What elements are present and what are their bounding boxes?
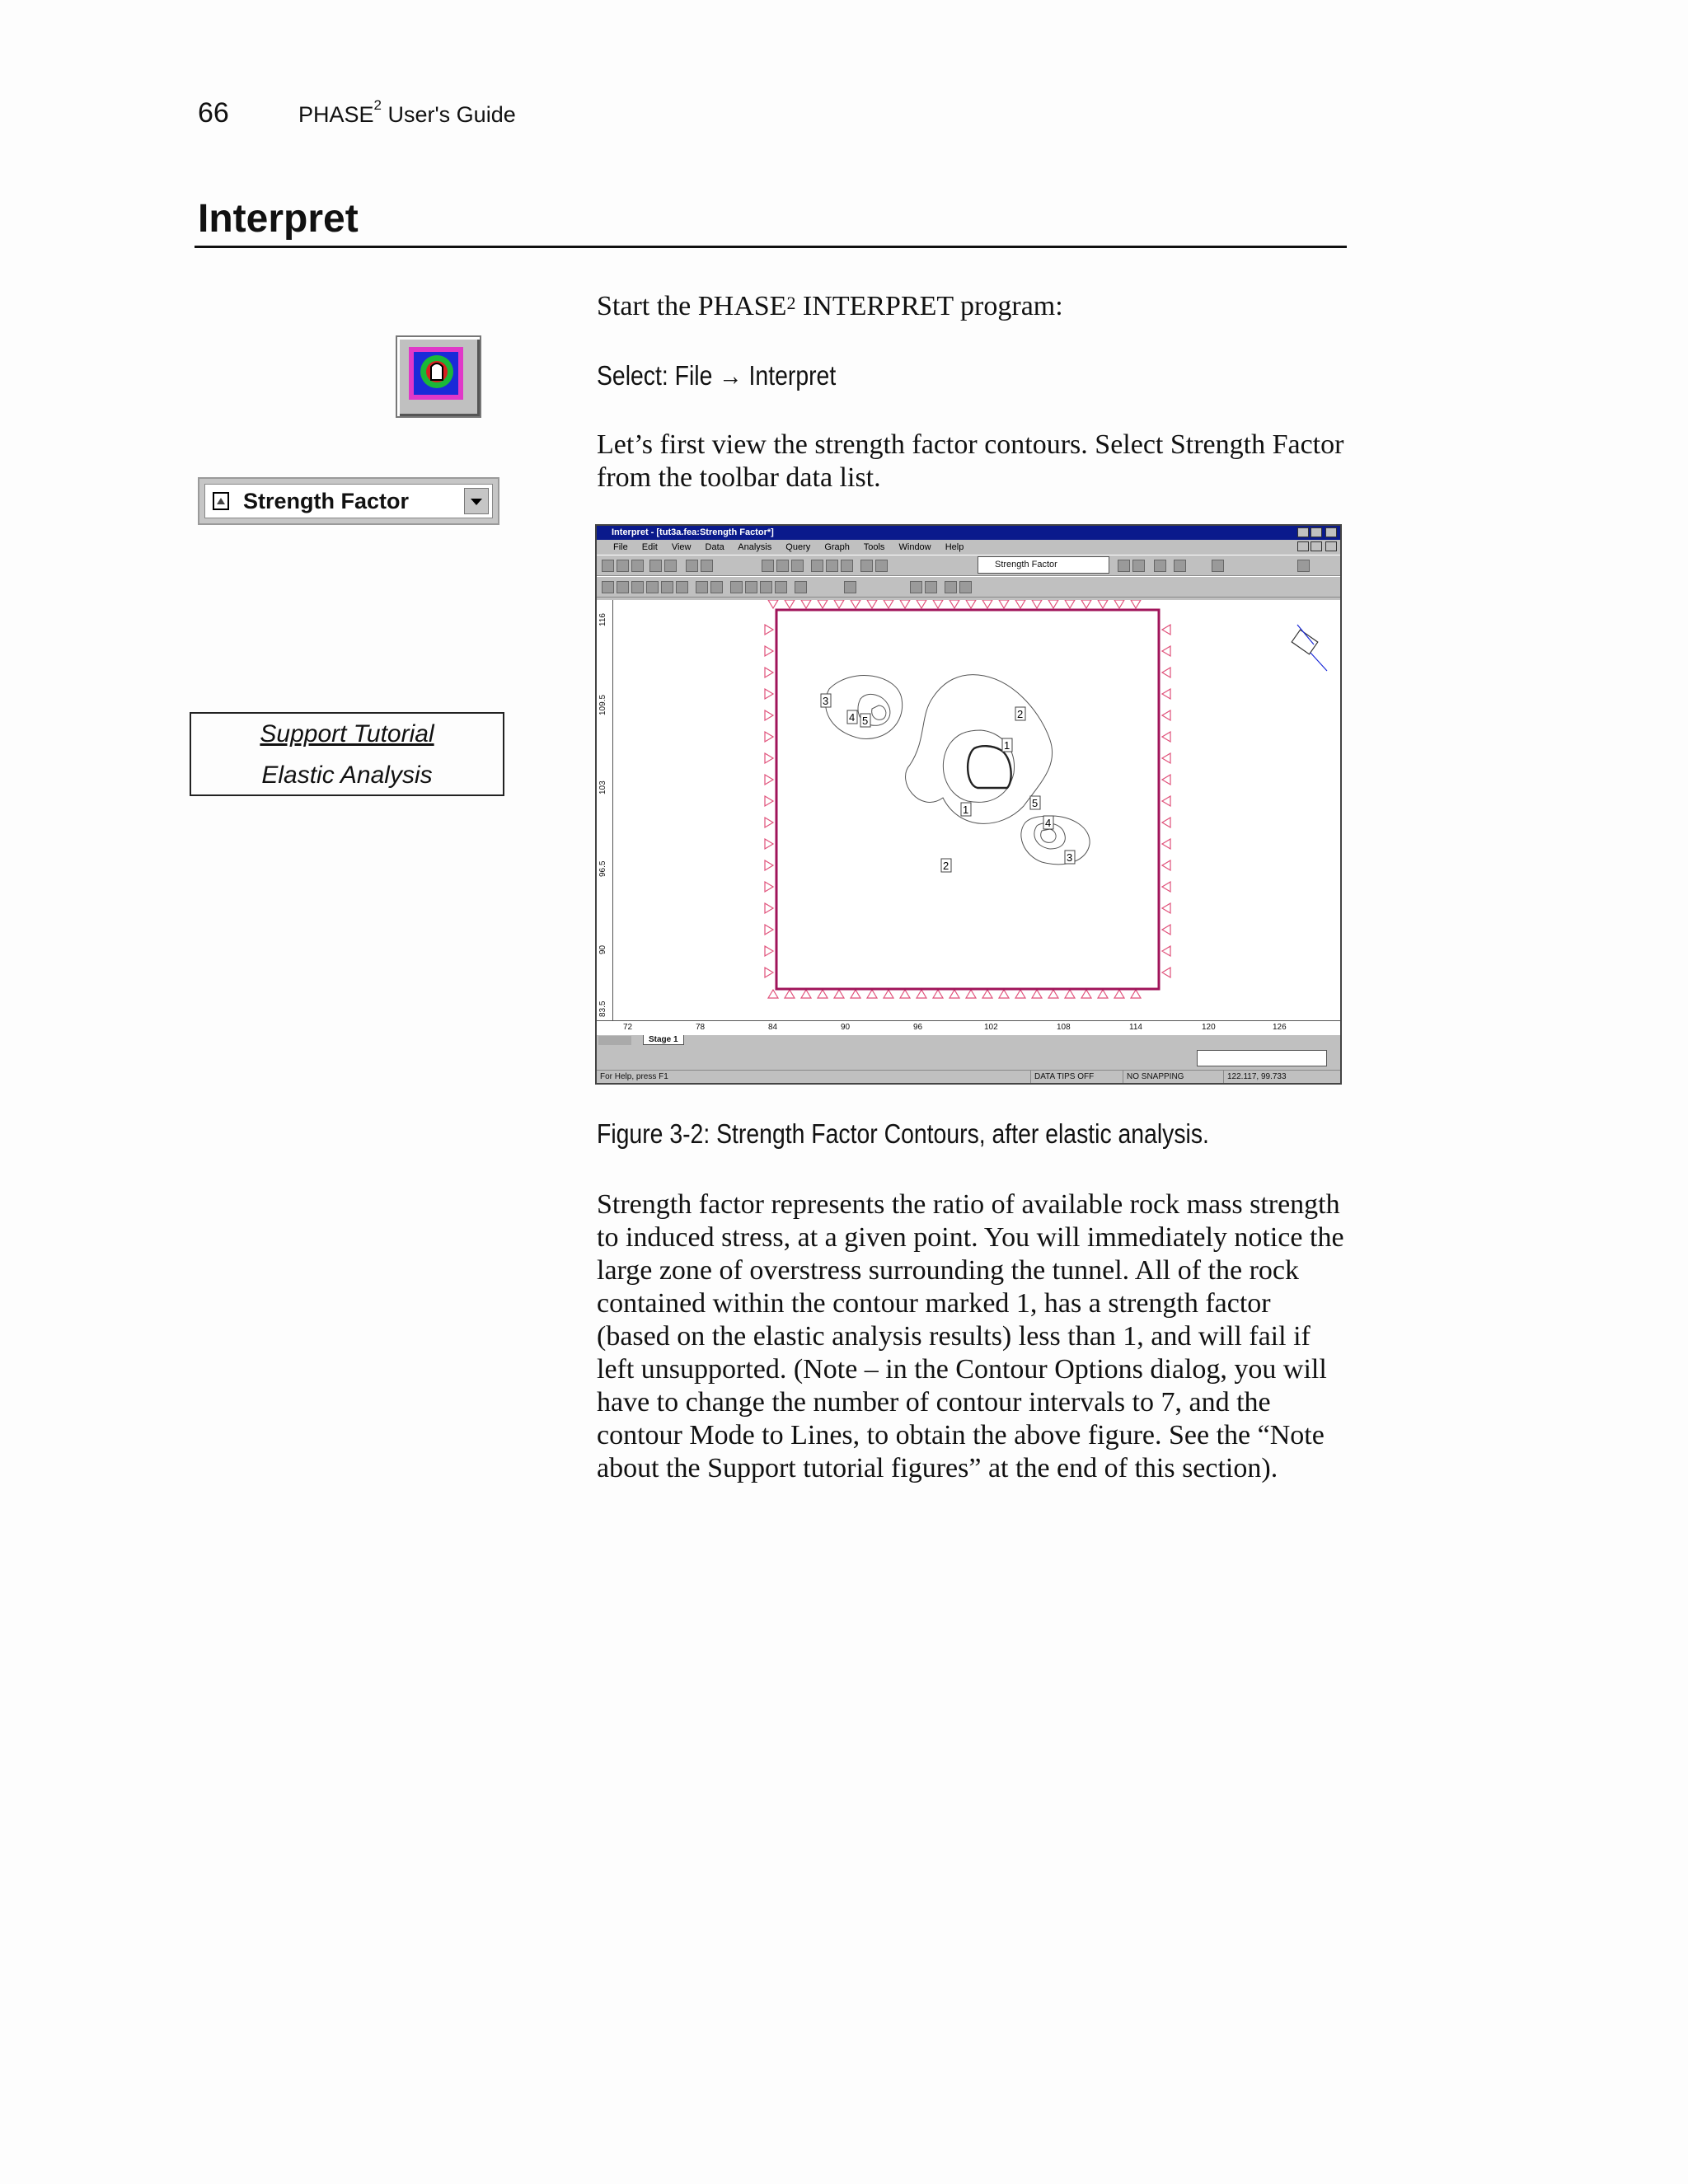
data-list-icon	[212, 491, 232, 511]
model-canvas[interactable]	[613, 600, 1340, 1020]
menu-help[interactable]: Help	[945, 542, 964, 552]
vertical-ruler	[597, 600, 613, 1020]
page-number: 66	[198, 97, 229, 129]
menu-tools[interactable]: Tools	[863, 542, 885, 552]
section-divider	[195, 246, 1347, 248]
contour-label: 2	[1017, 708, 1024, 720]
rectangle-icon[interactable]	[646, 581, 659, 593]
x-tick: 114	[1129, 1023, 1142, 1032]
stage-tabs	[597, 1035, 1340, 1047]
x-tick: 96	[913, 1023, 923, 1032]
menu-analysis[interactable]: Analysis	[738, 542, 772, 552]
intro-line-text: Start the PHASE	[597, 291, 787, 321]
menu-window[interactable]: Window	[898, 542, 931, 552]
contour-label: 1	[963, 804, 969, 816]
contour-label: 3	[823, 695, 829, 707]
y-tick: 103	[598, 780, 607, 794]
section-title: Interpret	[198, 197, 359, 241]
tool-icon[interactable]	[1212, 560, 1224, 572]
zoom-extents-icon[interactable]	[826, 560, 838, 572]
query-icon[interactable]	[1154, 560, 1166, 572]
menu-query[interactable]: Query	[785, 542, 811, 552]
image-icon[interactable]	[676, 581, 688, 593]
x-tick: 90	[841, 1023, 851, 1032]
right-restraints	[1162, 625, 1170, 977]
command-input[interactable]	[1197, 1050, 1327, 1066]
x-tick: 84	[768, 1023, 778, 1032]
y-tick: 116	[598, 613, 607, 626]
combo-selected-value: Strength Factor	[243, 489, 410, 513]
stage-icon[interactable]	[686, 560, 698, 572]
copy-icon[interactable]	[617, 560, 629, 572]
graph-icon[interactable]	[1174, 560, 1186, 572]
x-tick: 72	[623, 1023, 633, 1032]
y-tick: 109.5	[598, 694, 607, 715]
note-line-elastic-analysis: Elastic Analysis	[261, 762, 433, 789]
minimize-icon[interactable]	[1297, 527, 1309, 537]
line-icon[interactable]	[745, 581, 757, 593]
x-tick: 78	[696, 1023, 706, 1032]
dimension-icon[interactable]	[775, 581, 787, 593]
stop-icon[interactable]	[910, 581, 922, 593]
doc-restore-icon[interactable]	[1311, 541, 1322, 551]
explanation-paragraph: Strength factor represents the ratio of available rock mass strength to induced stress, at a given point. You will immediately notice the large zone of overstress surrounding the tunnel. All of the rock contained within the contour marked 1, has a strength factor (based on the elastic analysis results) less than 1, and will fail if left unsupported. (Note – in the Contour Options dialog, you will have to change the number of contour intervals to 7, and the contour Mode to Lines, to obtain the above figure. See the “Note about the Support tutorial figures” at the end of this section).	[597, 1189, 1344, 1483]
left-restraints	[765, 625, 773, 977]
data-type-select[interactable]: Strength Factor	[978, 556, 1109, 574]
window-title: Interpret - [tut3a.fea:Strength Factor*]	[612, 527, 774, 537]
guide-title-text: PHASE	[298, 102, 374, 127]
bottom-restraints	[768, 990, 1141, 998]
menu-view[interactable]: View	[671, 542, 692, 552]
interpret-screenshot	[595, 524, 1342, 1085]
contour-label: 4	[849, 711, 856, 724]
select-instruction: Select: File → Interpret	[597, 360, 837, 391]
arc-icon[interactable]	[696, 581, 708, 593]
menu-edit[interactable]: Edit	[641, 542, 658, 552]
zoom-window-icon[interactable]	[811, 560, 823, 572]
maximize-icon[interactable]	[1311, 527, 1322, 537]
interpret-icon	[397, 337, 476, 413]
select-icon[interactable]	[617, 581, 629, 593]
strength-factor-contours	[826, 675, 1090, 865]
open-icon[interactable]	[602, 560, 614, 572]
close-icon[interactable]	[1325, 527, 1337, 537]
contour-options-icon[interactable]	[1118, 560, 1130, 572]
search-icon[interactable]	[875, 560, 888, 572]
polyline-icon[interactable]	[710, 581, 723, 593]
zoom-in-icon[interactable]	[776, 560, 789, 572]
note-line-support-tutorial: Support Tutorial	[260, 720, 434, 748]
status-coordinates: 122.117, 99.733	[1223, 1071, 1287, 1084]
interpret-program-icon	[396, 335, 481, 418]
angle-icon[interactable]	[760, 581, 772, 593]
y-tick: 96.5	[598, 860, 607, 877]
status-help: For Help, press F1	[600, 1072, 668, 1081]
legend-icon[interactable]	[602, 581, 614, 593]
menu-graph[interactable]: Graph	[824, 542, 850, 552]
tab-stage-1[interactable]: Stage 1	[643, 1035, 684, 1045]
intro-line	[597, 290, 1347, 323]
print-preview-icon[interactable]	[649, 560, 662, 572]
grid-icon[interactable]	[844, 581, 856, 593]
export-icon[interactable]	[631, 560, 644, 572]
guide-title-sup: 2	[373, 97, 382, 113]
zoom-all-icon[interactable]	[762, 560, 774, 572]
y-tick: 83.5	[598, 1001, 607, 1017]
field-stress-icon	[1292, 625, 1327, 671]
pan-icon[interactable]	[841, 560, 853, 572]
page-icon[interactable]	[945, 581, 957, 593]
menu-bar	[597, 540, 1340, 555]
doc-close-icon[interactable]	[1325, 541, 1337, 551]
contour-label: 4	[1045, 817, 1052, 829]
contour-label: 5	[862, 715, 869, 727]
status-bar	[597, 1070, 1340, 1083]
intro-line-suffix: INTERPRET program:	[795, 291, 1063, 321]
contour-labels	[821, 694, 1075, 872]
horizontal-ruler	[597, 1020, 1340, 1035]
x-tick: 102	[984, 1023, 998, 1032]
guide-title-suffix: User's Guide	[382, 102, 516, 127]
contour-label: 2	[943, 860, 950, 872]
status-snapping[interactable]: NO SNAPPING	[1123, 1071, 1184, 1084]
tutorial-note-box	[190, 712, 504, 796]
contour-label: 5	[1032, 797, 1039, 809]
display-options-icon[interactable]	[1132, 560, 1145, 572]
print-icon[interactable]	[664, 560, 677, 572]
magnifier-icon[interactable]	[860, 560, 873, 572]
x-tick: 120	[1202, 1023, 1216, 1032]
y-tick: 90	[598, 944, 607, 954]
x-tick: 126	[1273, 1023, 1287, 1032]
eraser-icon[interactable]	[795, 581, 807, 593]
contour-label: 3	[1067, 851, 1073, 864]
figure-caption: Figure 3-2: Strength Factor Contours, after elastic analysis.	[597, 1118, 1209, 1149]
help-pointer-icon[interactable]	[1297, 560, 1310, 572]
window-titlebar	[597, 526, 1340, 540]
menu-file[interactable]: File	[613, 542, 628, 552]
doc-minimize-icon[interactable]	[1297, 541, 1309, 551]
x-tick: 108	[1057, 1023, 1071, 1032]
arrow-icon[interactable]	[730, 581, 743, 593]
view-instruction: Let’s first view the strength factor contours. Select Strength Factor from the toolbar data list.	[597, 429, 1344, 493]
delete-icon[interactable]	[959, 581, 972, 593]
secondary-toolbar	[597, 576, 1340, 598]
guide-title	[298, 97, 516, 128]
calc-icon[interactable]	[925, 581, 937, 593]
main-toolbar	[597, 555, 1340, 576]
strength-factor-combo[interactable]	[198, 477, 499, 525]
menu-data[interactable]: Data	[705, 542, 724, 552]
tab-scroll-arrows[interactable]	[598, 1036, 631, 1045]
status-data-tips[interactable]: DATA TIPS OFF	[1030, 1071, 1094, 1084]
zoom-out-icon[interactable]	[791, 560, 804, 572]
external-boundary	[776, 610, 1159, 989]
chevron-down-icon[interactable]	[464, 488, 489, 514]
contour-label: 1	[1004, 739, 1010, 752]
record-icon[interactable]	[701, 560, 713, 572]
top-restraints	[768, 600, 1141, 608]
pointer-icon[interactable]	[631, 581, 644, 593]
intro-line-sup: 2	[786, 293, 796, 313]
text-box-icon[interactable]	[661, 581, 673, 593]
